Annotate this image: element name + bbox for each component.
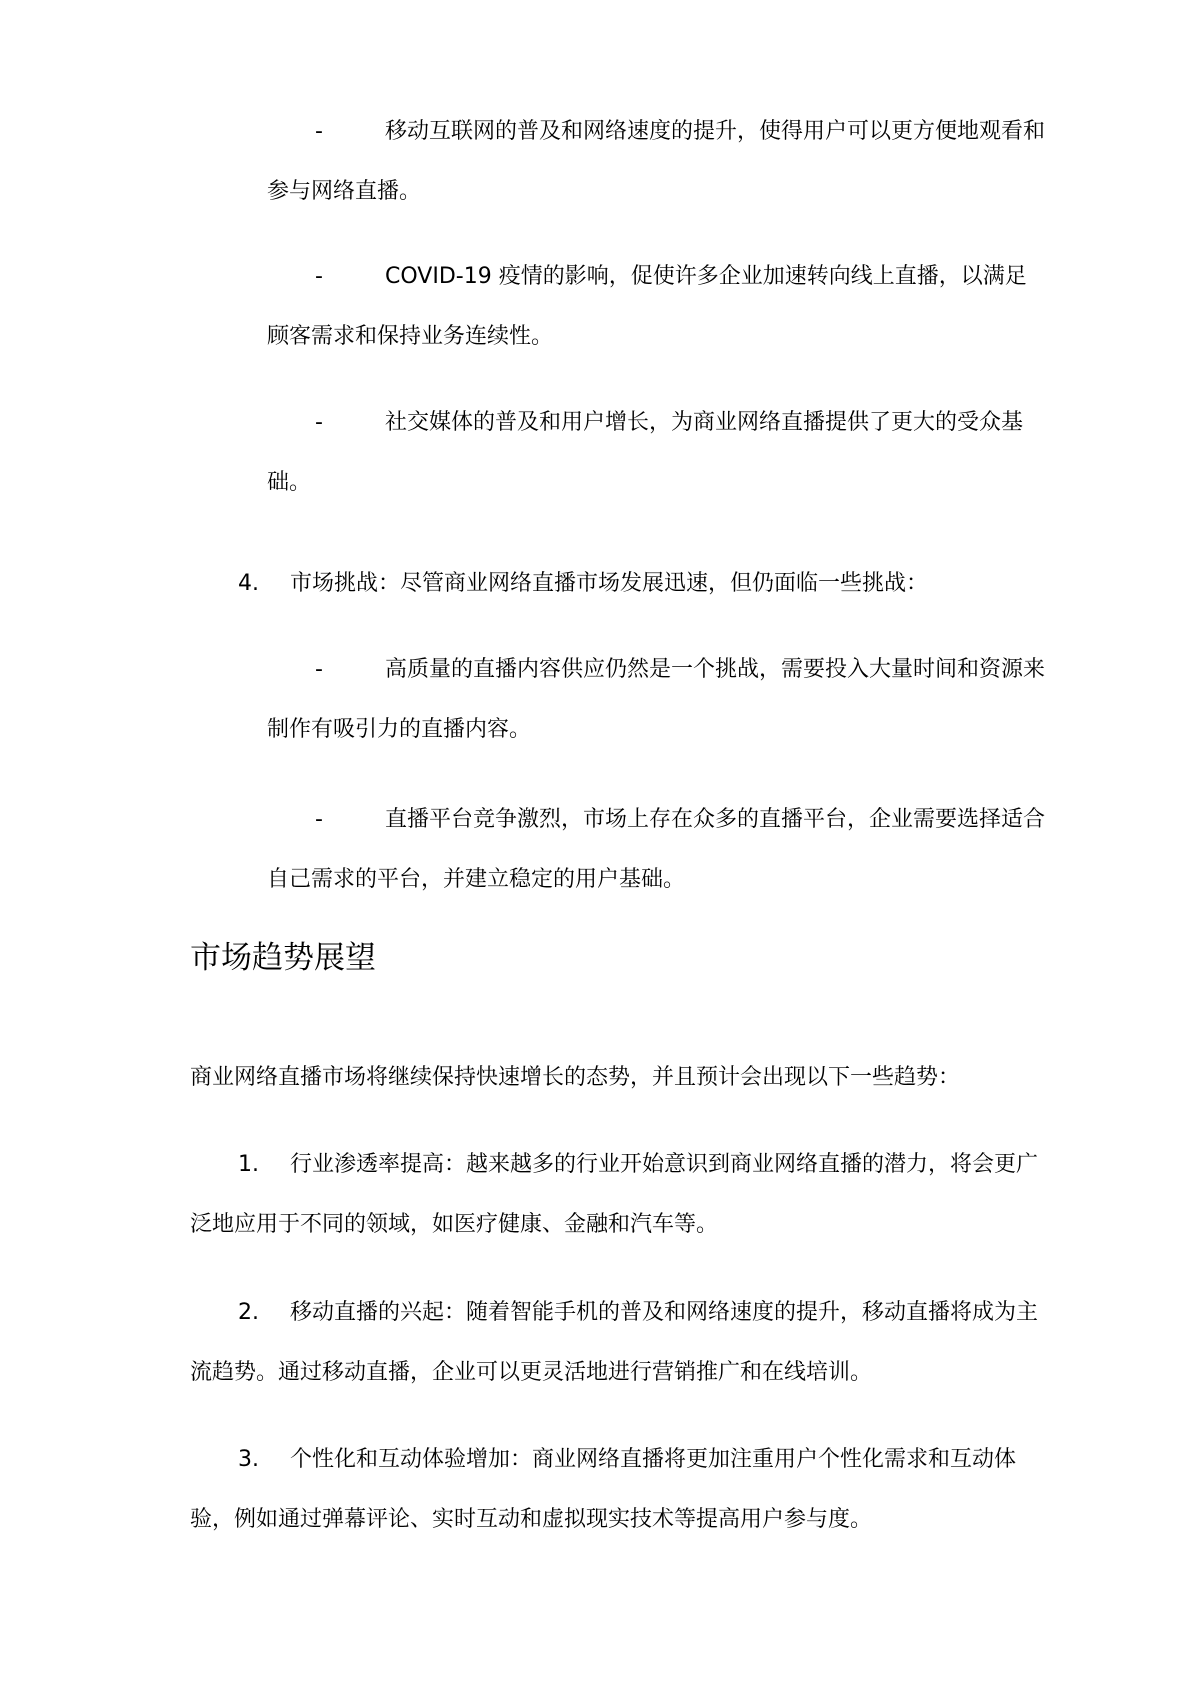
bullet-text: COVID-19 疫情的影响，促使许多企业加速转向线上直播，以满足顾客需求和保持业务连续性。 bbox=[267, 264, 1027, 349]
dash-marker: - bbox=[315, 410, 323, 435]
dash-marker: - bbox=[315, 119, 323, 144]
numbered-item bbox=[190, 1283, 1047, 1403]
list-number: 2. bbox=[238, 1300, 259, 1325]
dash-marker: - bbox=[315, 807, 323, 832]
bullet-text: 直播平台竞争激烈，市场上存在众多的直播平台，企业需要选择适合自己需求的平台，并建立稳定的用户基础。 bbox=[267, 807, 1046, 892]
numbered-item bbox=[190, 554, 1047, 614]
section-title: 市场趋势展望 bbox=[190, 940, 376, 976]
list-number: 3. bbox=[238, 1447, 259, 1472]
list-item-text: 移动直播的兴起：随着智能手机的普及和网络速度的提升，移动直播将成为主流趋势。通过移动直播，企业可以更灵活地进行营销推广和在线培训。 bbox=[190, 1300, 1039, 1385]
bullet-paragraph bbox=[267, 247, 1047, 367]
bullet-paragraph bbox=[267, 102, 1047, 222]
bullet-text: 高质量的直播内容供应仍然是一个挑战，需要投入大量时间和资源来制作有吸引力的直播内容。 bbox=[267, 657, 1046, 742]
list-item-text: 市场挑战：尽管商业网络直播市场发展迅速，但仍面临一些挑战： bbox=[290, 571, 929, 596]
list-item-text: 个性化和互动体验增加：商业网络直播将更加注重用户个性化需求和互动体验，例如通过弹幕评论、实时互动和虚拟现实技术等提高用户参与度。 bbox=[190, 1447, 1017, 1532]
dash-marker: - bbox=[315, 657, 323, 682]
list-number: 4. bbox=[238, 571, 259, 596]
dash-marker: - bbox=[315, 264, 323, 289]
bullet-text: 社交媒体的普及和用户增长，为商业网络直播提供了更大的受众基础。 bbox=[267, 410, 1024, 495]
list-number: 1. bbox=[238, 1152, 259, 1177]
numbered-item bbox=[190, 1135, 1047, 1255]
intro-paragraph: 商业网络直播市场将继续保持快速增长的态势，并且预计会出现以下一些趋势： bbox=[190, 1065, 961, 1090]
list-item-text: 行业渗透率提高：越来越多的行业开始意识到商业网络直播的潜力，将会更广泛地应用于不同的领域，如医疗健康、金融和汽车等。 bbox=[190, 1152, 1039, 1237]
bullet-paragraph bbox=[267, 790, 1047, 910]
bullet-text: 移动互联网的普及和网络速度的提升，使得用户可以更方便地观看和参与网络直播。 bbox=[267, 119, 1046, 204]
bullet-paragraph bbox=[267, 393, 1047, 513]
numbered-item bbox=[190, 1430, 1047, 1550]
bullet-paragraph bbox=[267, 640, 1047, 760]
